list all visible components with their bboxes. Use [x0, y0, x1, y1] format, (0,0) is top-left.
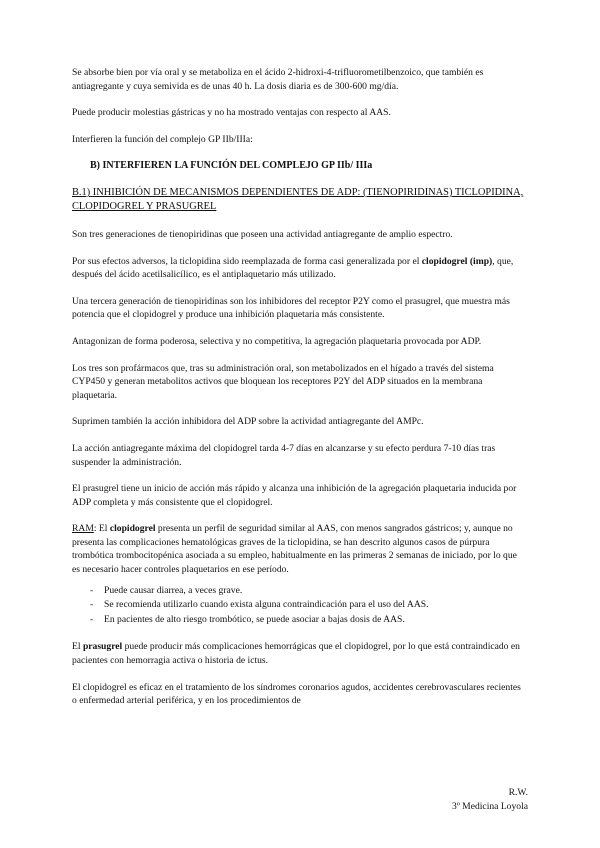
subsection-title: INHIBICIÓN DE MECANISMOS DEPENDIENTES DE ADP: (TIENOPIRIDINAS) TICLOPIDINA, CLOPIDOGREL Y PRASUGREL [72, 186, 524, 212]
subsection-label: B.1) [72, 186, 91, 198]
ram-bullet-list [72, 584, 527, 627]
paragraph-efficacy: El clopidogrel es eficaz en el tratamiento de los síndromes coronarios agudos, accidentes cerebrovasculares recientes o enfermedad arterial periférica, y en los procedimientos de [72, 681, 521, 707]
list-item: - Puede causar diarrea, a veces grave. [90, 584, 243, 596]
subsection-heading [72, 186, 527, 214]
list-item: - Se recomienda utilizarlo cuando exista alguna contraindicación para el uso del AAS. [90, 599, 429, 611]
paragraph-gp-intro: Interfieren la función del complejo GP IIb/IIIa: [72, 133, 253, 145]
paragraph-absorption: Se absorbe bien por vía oral y se metaboliza en el ácido 2-hidroxi-4-trifluorometilbenzoico, que también es antiagregante y cuya semivida es de unas 40 h. La dosis diaria es de 300-600 mg/día. [72, 67, 484, 92]
page-footer [452, 786, 528, 813]
ram-label: RAM [72, 523, 94, 535]
footer-course: 3º Medicina Loyola [452, 800, 528, 812]
paragraph-ram: RAM: El clopidogrel presenta un perfil de seguridad similar al AAS, con menos sangrados gástricos; y, aunque no presenta las complicaciones hematológicas graves de la ticlopidina, se han descrito algunos casos de púrpura trombótica trombocitopénica asociada a su empleo, habitualmente en las primeras 2 semanas de iniciado, por lo que es necesario hacer controles plaquetarios en ese período. [72, 523, 517, 576]
paragraph-ampc: Suprimen también la acción inhibidora del ADP sobre la actividad antiagregante del AMPc. [72, 416, 424, 428]
paragraph-max-action: La acción antiagregante máxima del clopidogrel tarda 4-7 días en alcanzarse y su efecto perdura 7-10 días tras suspender la administración. [72, 442, 496, 468]
section-heading: B) INTERFIEREN LA FUNCIÓN DEL COMPLEJO GP IIb/ IIIa [90, 160, 373, 172]
paragraph-generations: Son tres generaciones de tienopiridinas que poseen una actividad antiagregante de amplio espectro. [72, 228, 453, 240]
list-item: - En pacientes de alto riesgo trombótico, se puede asociar a bajas dosis de AAS. [90, 613, 405, 625]
paragraph-prodrugs: Los tres son profármacos que, tras su administración oral, son metabolizados en el hígado a través del sistema CYP450 y generan metabolitos activos que bloquean los receptores P2Y del ADP situados en la membrana plaquetaria. [72, 362, 494, 401]
paragraph-prasugrel-bleeding: El prasugrel puede producir más complicaciones hemorrágicas que el clopidogrel, por lo que está contraindicado en pacientes con hemorragia activa o historia de ictus. [72, 641, 520, 667]
footer-initials: R.W. [508, 787, 528, 798]
document-body [72, 66, 527, 721]
paragraph-third-generation: Una tercera generación de tienopiridinas son los inhibidores del receptor P2Y como el prasugrel, que muestra más potencia que el clopidogrel y produce una inhibición plaquetaria más consistente. [72, 295, 510, 321]
paragraph-gastric: Puede producir molestias gástricas y no ha mostrado ventajas con respecto al AAS. [72, 107, 391, 119]
dash-bullet-icon: - [90, 584, 94, 596]
paragraph-antagonize: Antagonizan de forma poderosa, selectiva y no competitiva, la agregación plaquetaria provocada por ADP. [72, 335, 482, 347]
dash-bullet-icon: - [90, 599, 94, 611]
bold-clopidogrel: clopidogrel [109, 523, 156, 535]
bold-clopidogrel-imp: clopidogrel (imp) [421, 255, 493, 267]
bold-prasugrel: prasugrel [82, 641, 123, 653]
paragraph-ticlopidine: Por sus efectos adversos, la ticlopidina sido reemplazada de forma casi generalizada por el clopidogrel (imp), que, después del ácido acetilsalicílico, es el antiplaquetario más utilizado. [72, 255, 514, 281]
paragraph-prasugrel-onset: El prasugrel tiene un inicio de acción más rápido y alcanza una inhibición de la agregación plaquetaria inducida por ADP completa y más consistente que el clopidogrel. [72, 483, 517, 508]
dash-bullet-icon: - [90, 613, 94, 625]
